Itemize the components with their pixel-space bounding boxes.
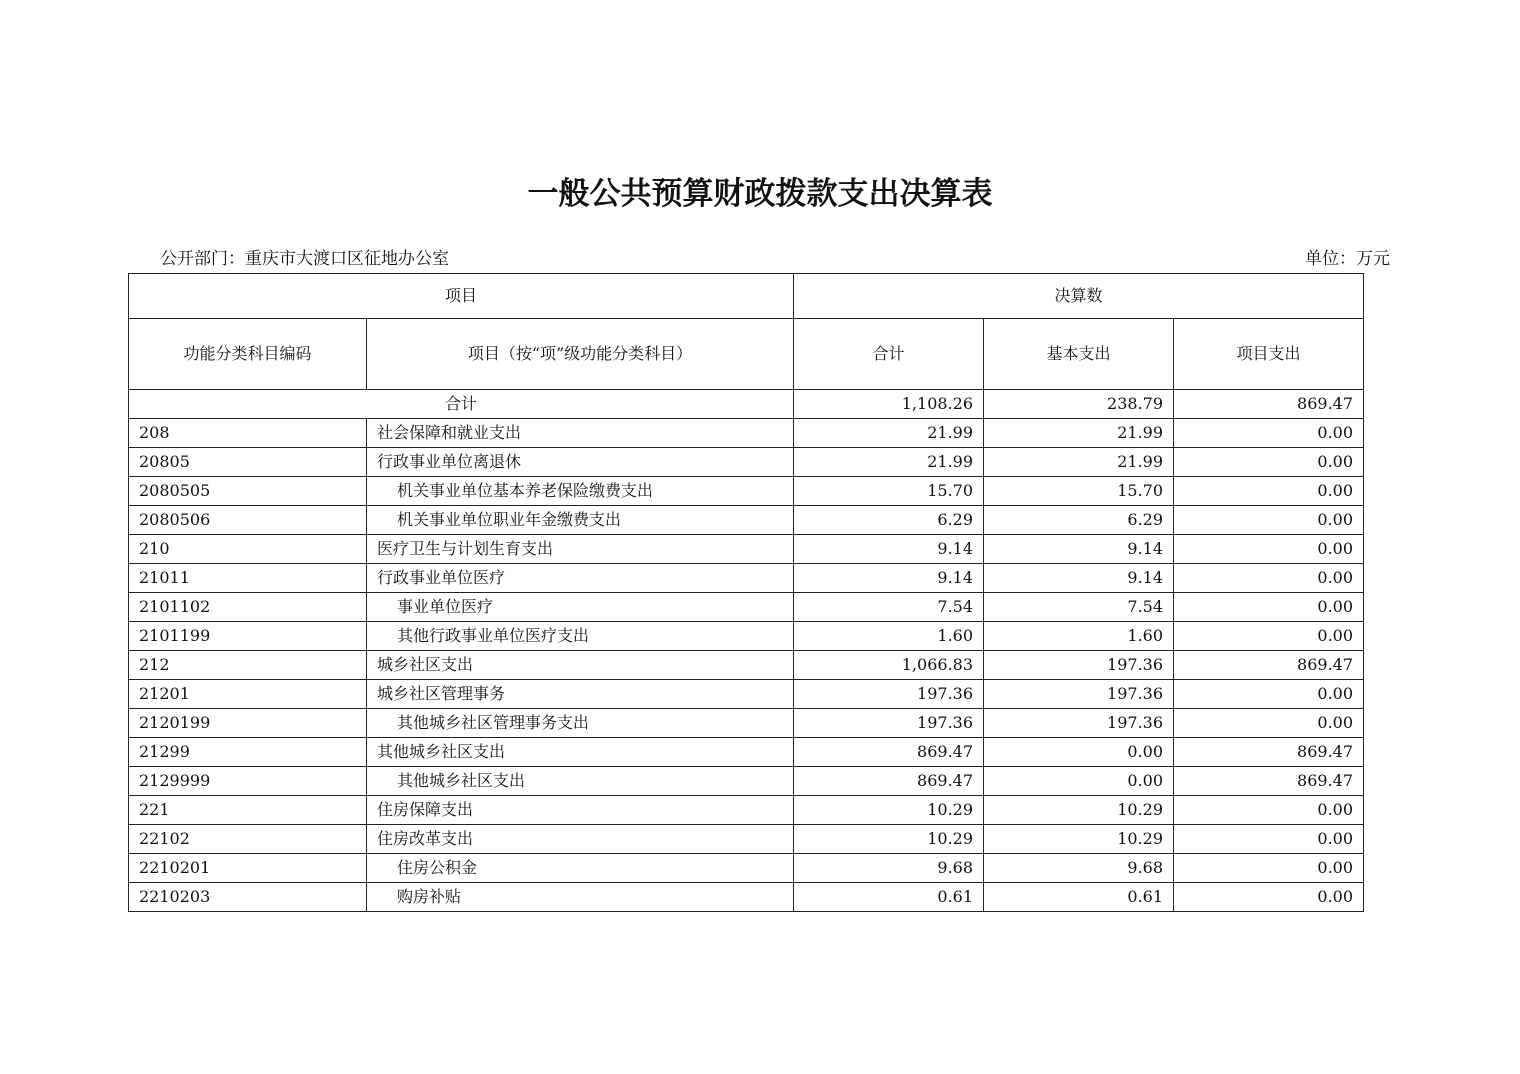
table-row [129, 535, 1364, 564]
table-row [129, 506, 1364, 535]
row-name: 其他行政事业单位医疗支出 [367, 622, 794, 651]
table-row [129, 651, 1364, 680]
header-total: 合计 [794, 319, 984, 390]
row-total: 10.29 [794, 825, 984, 854]
row-name: 社会保障和就业支出 [367, 419, 794, 448]
row-total: 10.29 [794, 796, 984, 825]
row-basic: 0.00 [984, 738, 1174, 767]
table-row [129, 738, 1364, 767]
row-name: 城乡社区支出 [367, 651, 794, 680]
row-project: 0.00 [1174, 593, 1364, 622]
row-code: 2210201 [129, 854, 367, 883]
row-basic: 9.68 [984, 854, 1174, 883]
row-name: 机关事业单位基本养老保险缴费支出 [367, 477, 794, 506]
row-total: 9.14 [794, 535, 984, 564]
row-project: 0.00 [1174, 535, 1364, 564]
budget-table [128, 273, 1364, 912]
row-name: 其他城乡社区管理事务支出 [367, 709, 794, 738]
row-code: 2210203 [129, 883, 367, 912]
row-code: 20805 [129, 448, 367, 477]
row-total: 0.61 [794, 883, 984, 912]
header-item-group: 项目 [129, 274, 794, 319]
row-code: 210 [129, 535, 367, 564]
table-row [129, 854, 1364, 883]
row-name: 行政事业单位离退休 [367, 448, 794, 477]
row-code: 21201 [129, 680, 367, 709]
row-name: 其他城乡社区支出 [367, 767, 794, 796]
row-basic: 0.61 [984, 883, 1174, 912]
table-row [129, 796, 1364, 825]
row-name: 事业单位医疗 [367, 593, 794, 622]
row-project: 869.47 [1174, 651, 1364, 680]
row-name: 购房补贴 [367, 883, 794, 912]
row-name: 住房保障支出 [367, 796, 794, 825]
row-total: 197.36 [794, 709, 984, 738]
row-project: 0.00 [1174, 680, 1364, 709]
row-name: 行政事业单位医疗 [367, 564, 794, 593]
row-code: 2101199 [129, 622, 367, 651]
row-basic: 10.29 [984, 825, 1174, 854]
row-project: 0.00 [1174, 448, 1364, 477]
row-code: 2101102 [129, 593, 367, 622]
row-basic: 9.14 [984, 564, 1174, 593]
row-basic: 7.54 [984, 593, 1174, 622]
row-code: 208 [129, 419, 367, 448]
row-project: 0.00 [1174, 622, 1364, 651]
header-code: 功能分类科目编码 [129, 319, 367, 390]
row-code: 2129999 [129, 767, 367, 796]
row-name: 城乡社区管理事务 [367, 680, 794, 709]
header-row-group [129, 274, 1364, 319]
row-total: 869.47 [794, 767, 984, 796]
row-total: 21.99 [794, 419, 984, 448]
total-basic: 238.79 [984, 390, 1174, 419]
table-row [129, 767, 1364, 796]
row-code: 221 [129, 796, 367, 825]
table-row [129, 622, 1364, 651]
table-row [129, 593, 1364, 622]
row-project: 0.00 [1174, 825, 1364, 854]
row-basic: 9.14 [984, 535, 1174, 564]
row-basic: 15.70 [984, 477, 1174, 506]
row-code: 2120199 [129, 709, 367, 738]
row-total: 1,066.83 [794, 651, 984, 680]
row-project: 0.00 [1174, 419, 1364, 448]
unit-label: 单位：万元 [1305, 249, 1390, 269]
row-project: 0.00 [1174, 854, 1364, 883]
row-project: 0.00 [1174, 883, 1364, 912]
row-project: 0.00 [1174, 709, 1364, 738]
row-name: 住房公积金 [367, 854, 794, 883]
table-row [129, 825, 1364, 854]
row-code: 212 [129, 651, 367, 680]
total-total: 1,108.26 [794, 390, 984, 419]
row-total: 197.36 [794, 680, 984, 709]
table-row [129, 709, 1364, 738]
header-project: 项目支出 [1174, 319, 1364, 390]
row-project: 0.00 [1174, 796, 1364, 825]
row-basic: 1.60 [984, 622, 1174, 651]
total-row [129, 390, 1364, 419]
row-basic: 10.29 [984, 796, 1174, 825]
row-project: 0.00 [1174, 564, 1364, 593]
row-code: 22102 [129, 825, 367, 854]
table-row [129, 448, 1364, 477]
table-row [129, 419, 1364, 448]
row-code: 21299 [129, 738, 367, 767]
row-project: 0.00 [1174, 477, 1364, 506]
table-body [129, 274, 1364, 912]
header-amount-group: 决算数 [794, 274, 1364, 319]
row-code: 2080505 [129, 477, 367, 506]
row-project: 869.47 [1174, 738, 1364, 767]
total-label: 合计 [129, 390, 794, 419]
row-basic: 0.00 [984, 767, 1174, 796]
row-code: 2080506 [129, 506, 367, 535]
row-total: 869.47 [794, 738, 984, 767]
row-name: 住房改革支出 [367, 825, 794, 854]
table-row [129, 883, 1364, 912]
header-basic: 基本支出 [984, 319, 1174, 390]
row-name: 医疗卫生与计划生育支出 [367, 535, 794, 564]
header-name: 项目（按“项”级功能分类科目） [367, 319, 794, 390]
row-basic: 197.36 [984, 680, 1174, 709]
row-total: 21.99 [794, 448, 984, 477]
row-total: 7.54 [794, 593, 984, 622]
row-basic: 197.36 [984, 709, 1174, 738]
row-total: 9.14 [794, 564, 984, 593]
table-row [129, 564, 1364, 593]
table-row [129, 680, 1364, 709]
row-total: 1.60 [794, 622, 984, 651]
header-row-columns [129, 319, 1364, 390]
row-total: 9.68 [794, 854, 984, 883]
row-total: 6.29 [794, 506, 984, 535]
row-name: 机关事业单位职业年金缴费支出 [367, 506, 794, 535]
row-name: 其他城乡社区支出 [367, 738, 794, 767]
table-row [129, 477, 1364, 506]
department-label: 公开部门：重庆市大渡口区征地办公室 [160, 249, 449, 269]
row-project: 869.47 [1174, 767, 1364, 796]
row-basic: 21.99 [984, 419, 1174, 448]
total-project: 869.47 [1174, 390, 1364, 419]
row-basic: 21.99 [984, 448, 1174, 477]
row-code: 21011 [129, 564, 367, 593]
row-basic: 197.36 [984, 651, 1174, 680]
row-project: 0.00 [1174, 506, 1364, 535]
row-total: 15.70 [794, 477, 984, 506]
row-basic: 6.29 [984, 506, 1174, 535]
page-title: 一般公共预算财政拨款支出决算表 [527, 176, 993, 212]
